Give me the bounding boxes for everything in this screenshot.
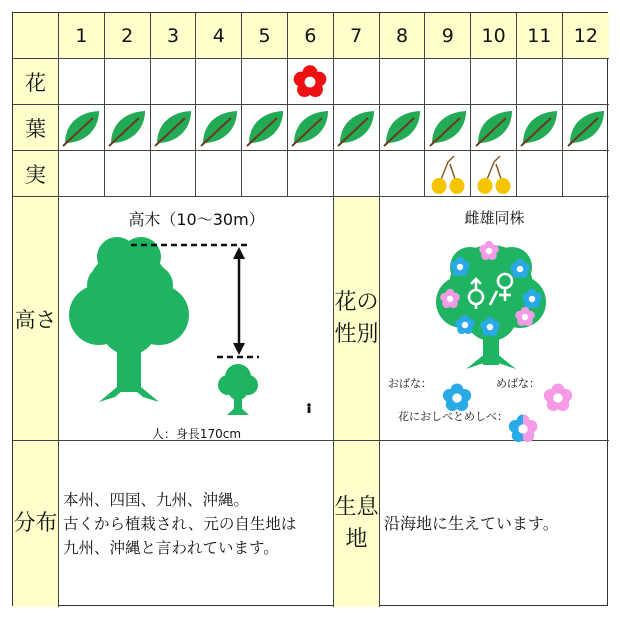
leaf-icon xyxy=(519,108,559,148)
fruit-cell-11 xyxy=(517,151,563,197)
small-tree-icon xyxy=(218,364,258,415)
month-header-7 xyxy=(334,13,380,59)
habitat-label xyxy=(334,492,379,556)
leaf-icon xyxy=(474,108,514,148)
fruit-cell-6 xyxy=(288,151,334,197)
leaf-icon xyxy=(428,108,468,148)
female-flower-label: めばな： xyxy=(496,377,540,390)
month-number: 8 xyxy=(395,24,409,47)
leaf-cell-3 xyxy=(151,105,197,151)
month-header-8 xyxy=(380,13,426,59)
flower-cell-9 xyxy=(425,59,471,105)
habitat-text: 沿海地に生えています。 xyxy=(384,514,559,533)
fruit-row-label: 実 xyxy=(25,162,46,187)
height-illustration xyxy=(59,197,334,441)
flower-row-label: 花 xyxy=(25,70,46,95)
fruit-cell-9 xyxy=(425,151,471,197)
label-char: の xyxy=(356,289,379,315)
distribution-line: 古くから植栽され、元の自生地は xyxy=(63,515,297,533)
leaf-cell-6 xyxy=(288,105,334,151)
label-char: 地 xyxy=(345,527,368,552)
leaf-cell-5 xyxy=(242,105,288,151)
fruit-cell-12 xyxy=(563,151,609,197)
fruit-icon xyxy=(474,154,514,194)
month-header-10 xyxy=(471,13,517,59)
arrow-down-icon xyxy=(233,343,245,355)
leaf-icon xyxy=(245,108,285,148)
flower-cell-2 xyxy=(105,59,151,105)
flower-cell-11 xyxy=(517,59,563,105)
flower-cell-1 xyxy=(59,59,105,105)
leaf-cell-11 xyxy=(517,105,563,151)
flower-cell-10 xyxy=(471,59,517,105)
distribution-label xyxy=(13,508,57,540)
fruit-cell-2 xyxy=(105,151,151,197)
label-char: 布 xyxy=(35,511,58,536)
leaf-icon xyxy=(107,108,147,148)
sex-panel xyxy=(380,197,609,441)
label-char: 分 xyxy=(13,511,36,536)
row-label-distribution xyxy=(13,441,59,607)
leaf-cell-1 xyxy=(59,105,105,151)
fruit-cell-1 xyxy=(59,151,105,197)
flower-cell-7 xyxy=(334,59,380,105)
month-number: 7 xyxy=(350,24,363,47)
month-number: 10 xyxy=(481,24,506,47)
flower-cell-12 xyxy=(563,59,609,105)
female-flower-icon xyxy=(479,241,499,260)
fruit-cell-10 xyxy=(471,151,517,197)
female-flower-legend-icon xyxy=(544,383,572,411)
row-label-sex xyxy=(334,197,380,441)
row-label-flower xyxy=(13,59,59,105)
leaf-cell-10 xyxy=(471,105,517,151)
person-icon xyxy=(307,403,311,413)
male-flower-legend-icon xyxy=(443,383,471,411)
month-header-4 xyxy=(196,13,242,59)
month-number: 5 xyxy=(258,24,271,47)
month-header-5 xyxy=(242,13,288,59)
corner-cell xyxy=(13,13,59,59)
month-number: 3 xyxy=(166,24,180,47)
leaf-cell-12 xyxy=(563,105,609,151)
distribution-panel xyxy=(59,441,334,607)
month-header-9 xyxy=(425,13,471,59)
row-label-fruit xyxy=(13,151,59,197)
row-label-leaf xyxy=(13,105,59,151)
row-label-height xyxy=(13,197,59,441)
tall-tree-icon xyxy=(69,237,189,402)
leaf-cell-9 xyxy=(425,105,471,151)
leaf-cell-4 xyxy=(196,105,242,151)
distribution-line: 本州、四国、九州、沖縄。 xyxy=(63,491,250,509)
person-caption: 人：身長170cm xyxy=(151,427,242,441)
fruit-cell-3 xyxy=(151,151,197,197)
red-flower-icon xyxy=(290,62,330,102)
month-number: 4 xyxy=(212,24,225,47)
leaf-icon xyxy=(153,108,193,148)
month-number: 6 xyxy=(304,24,317,47)
label-char: 息 xyxy=(356,495,379,520)
flower-cell-8 xyxy=(380,59,426,105)
month-header-12 xyxy=(563,13,609,59)
height-title: 高木（10〜30m） xyxy=(128,210,265,229)
fruit-icon xyxy=(428,154,468,194)
distribution-text xyxy=(59,488,296,560)
leaf-icon xyxy=(566,108,606,148)
month-header-1 xyxy=(59,13,105,59)
month-header-2 xyxy=(105,13,151,59)
flower-cell-4 xyxy=(196,59,242,105)
height-label: 高さ xyxy=(14,307,57,332)
month-header-3 xyxy=(151,13,197,59)
label-char: 性 xyxy=(334,321,357,347)
fruit-cell-5 xyxy=(242,151,288,197)
label-char: 生 xyxy=(334,495,357,520)
month-number: 12 xyxy=(573,24,598,47)
height-panel xyxy=(59,197,334,441)
flower-cell-6 xyxy=(288,59,334,105)
male-flower-label: おばな： xyxy=(388,377,432,390)
month-number: 2 xyxy=(121,24,134,47)
month-number: 9 xyxy=(441,24,454,47)
flower-cell-3 xyxy=(151,59,197,105)
distribution-line: 九州、沖縄と言われています。 xyxy=(63,539,279,557)
fruit-cell-8 xyxy=(380,151,426,197)
month-number: 1 xyxy=(75,24,88,47)
leaf-icon xyxy=(61,108,101,148)
leaf-cell-7 xyxy=(334,105,380,151)
leaf-cell-8 xyxy=(380,105,426,151)
leaf-icon xyxy=(290,108,330,148)
plant-calendar-sheet xyxy=(12,12,608,606)
bisexual-flower-label: 花におしべとめしべ： xyxy=(398,410,508,423)
fruit-cell-4 xyxy=(196,151,242,197)
month-header-6 xyxy=(288,13,334,59)
arrow-up-icon xyxy=(233,247,245,259)
leaf-cell-2 xyxy=(105,105,151,151)
leaf-icon xyxy=(382,108,422,148)
fruit-cell-7 xyxy=(334,151,380,197)
leaf-row-label: 葉 xyxy=(25,116,46,141)
habitat-panel xyxy=(380,441,609,607)
monoecious-tree-illustration xyxy=(380,197,609,441)
label-char: 花 xyxy=(334,289,357,315)
sex-label xyxy=(334,287,379,351)
leaf-icon xyxy=(199,108,239,148)
label-char: 別 xyxy=(356,321,379,347)
row-label-habitat xyxy=(334,441,380,607)
month-number: 11 xyxy=(527,24,552,47)
flower-cell-5 xyxy=(242,59,288,105)
month-header-11 xyxy=(517,13,563,59)
leaf-icon xyxy=(336,108,376,148)
sex-title: 雌雄同株 xyxy=(464,209,525,227)
